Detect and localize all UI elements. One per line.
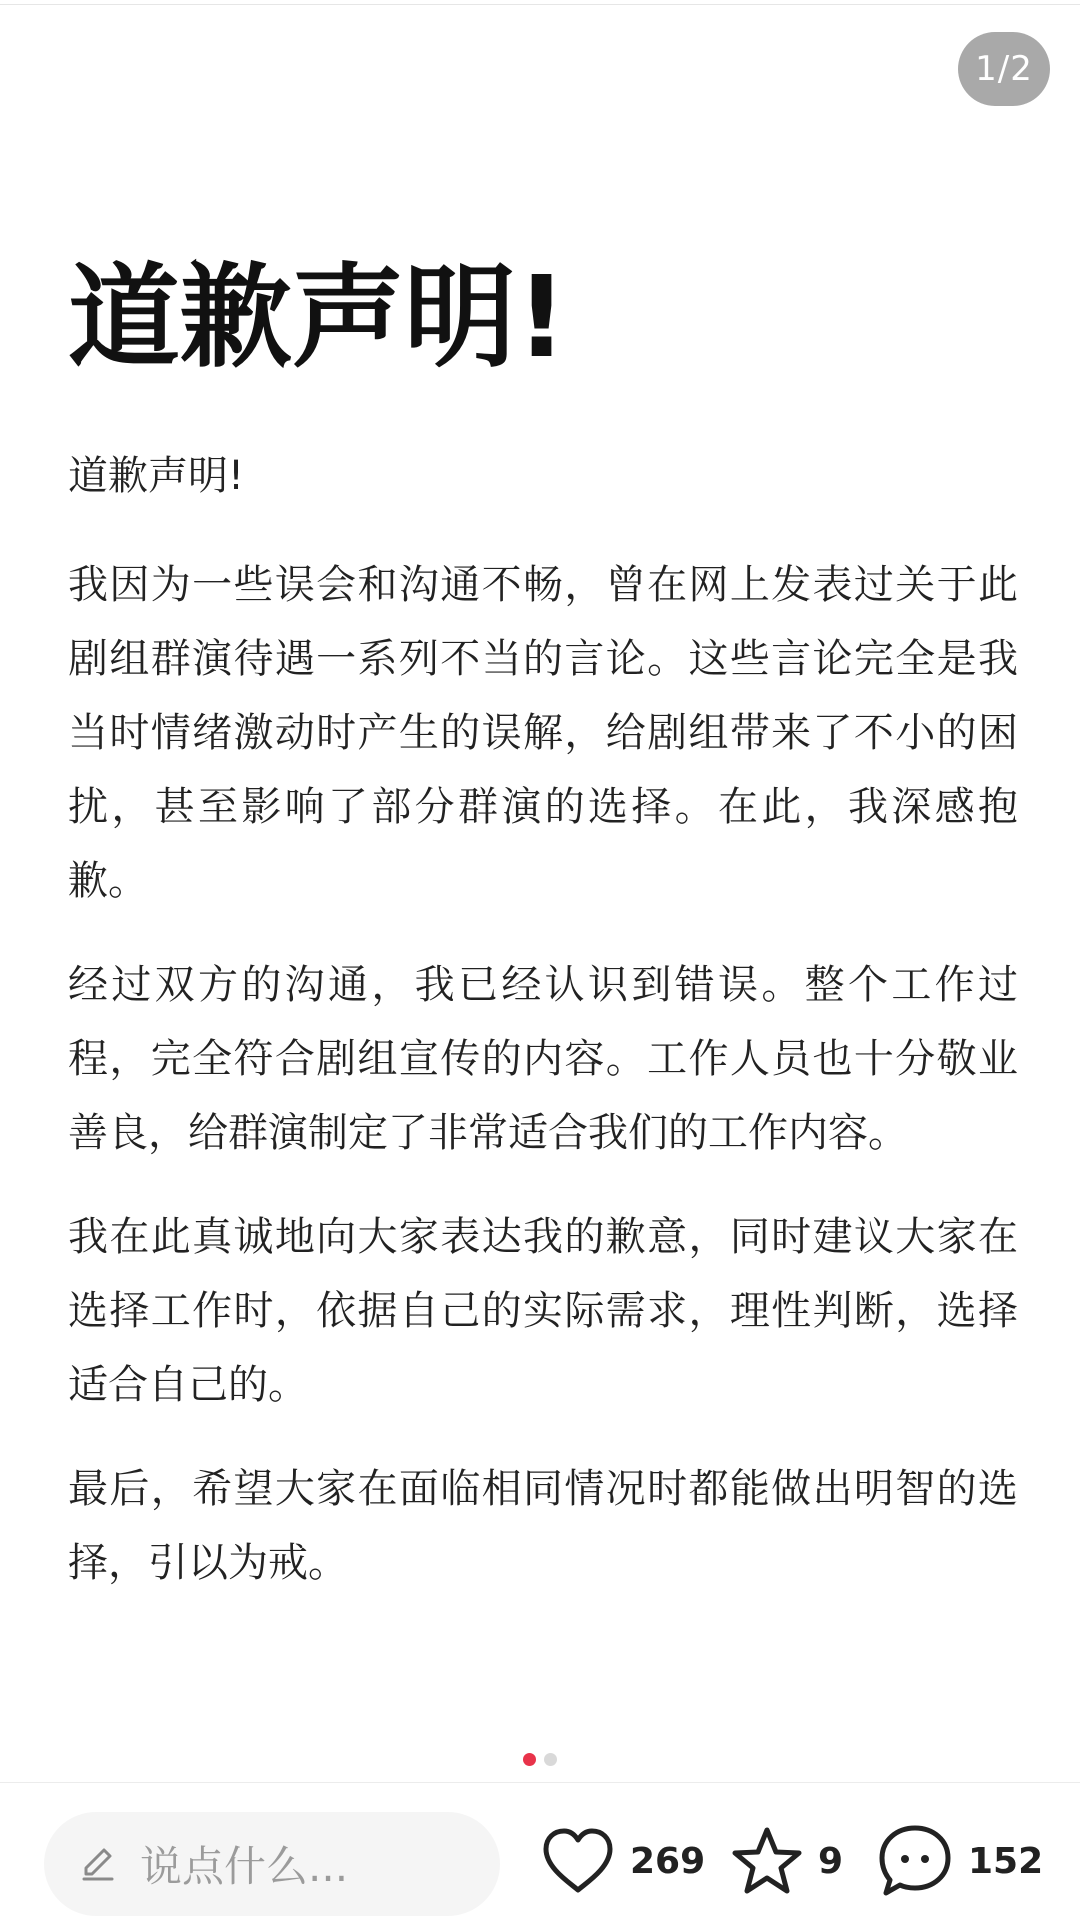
heart-icon [540,1826,616,1896]
comment-count: 152 [968,1840,1044,1882]
star-icon [730,1825,804,1897]
comment-input[interactable] [44,1812,500,1916]
favorite-button[interactable] [730,1811,843,1911]
post-paragraph-1: 我因为一些误会和沟通不畅，曾在网上发表过关于此剧组群演待遇一系列不当的言论。这些言论完全是我当时情绪激动时产生的误解，给剧组带来了不小的困扰，甚至影响了部分群演的选择。在此，我深感抱歉。 [68,562,1018,904]
post-paragraph-3: 我在此真诚地向大家表达我的歉意，同时建议大家在选择工作时，依据自己的实际需求，理性判断，选择适合自己的。 [68,1214,1018,1408]
favorite-count: 9 [818,1840,844,1882]
like-button[interactable] [540,1811,705,1911]
top-divider [0,4,1080,5]
comment-placeholder: 说点什么... [140,1842,349,1891]
carousel-dots [0,1753,1080,1766]
page-indicator: 1/2 [958,32,1050,106]
post-paragraph-2: 经过双方的沟通，我已经认识到错误。整个工作过程，完全符合剧组宣传的内容。工作人员也十分敬业善良，给群演制定了非常适合我们的工作内容。 [68,962,1018,1156]
comment-button[interactable] [876,1811,1043,1911]
pencil-icon [78,1844,118,1884]
carousel-dot-1[interactable] [523,1753,536,1766]
like-count: 269 [630,1840,706,1882]
carousel-dot-2[interactable] [544,1753,557,1766]
post-subhead: 道歉声明! [68,453,245,499]
post-headline: 道歉声明! [68,253,568,383]
chat-bubble-icon [876,1822,954,1900]
bottom-action-bar [0,1783,1080,1924]
post-paragraph-4: 最后，希望大家在面临相同情况时都能做出明智的选择，引以为戒。 [68,1466,1018,1586]
post-content [68,248,1018,1630]
